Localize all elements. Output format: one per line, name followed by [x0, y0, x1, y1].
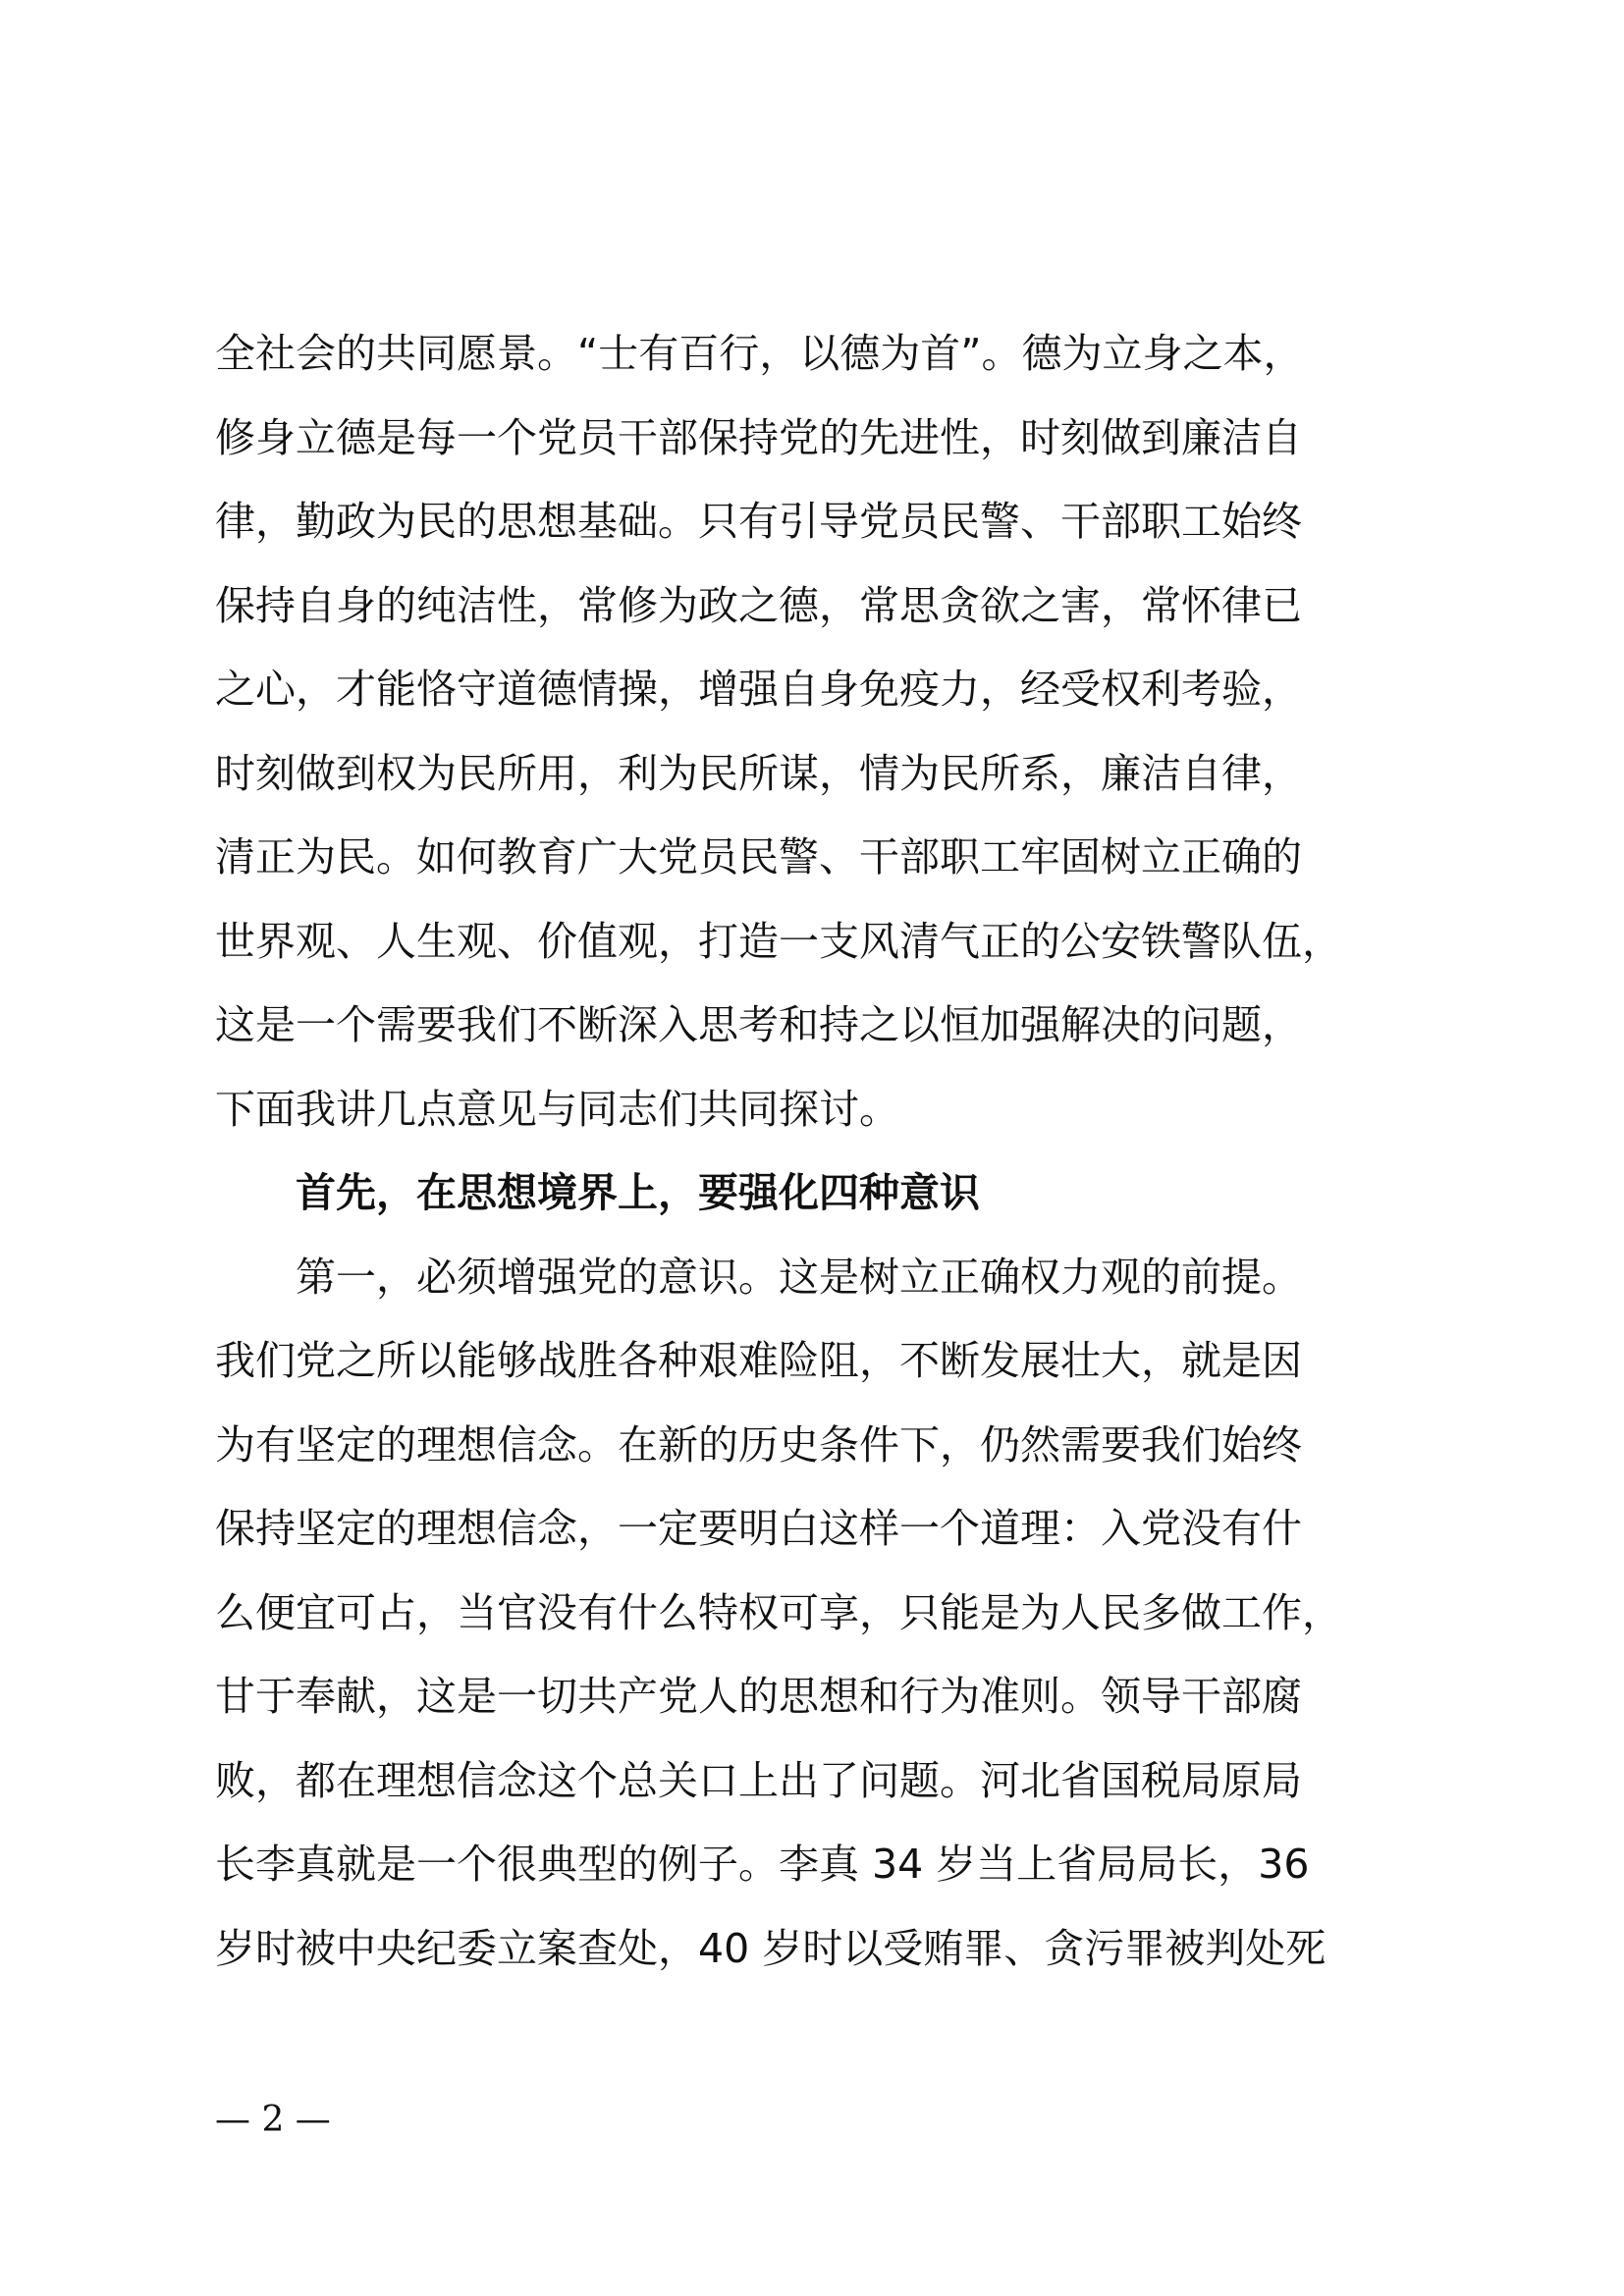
text-line: 败，都在理想信念这个总关口上出了问题。河北省国税局原局: [215, 1756, 1302, 1804]
text-line: 长李真就是一个很典型的例子。李真 34 岁当上省局局长，36: [215, 1841, 1310, 1888]
text-line: 世界观、人生观、价值观，打造一支风清气正的公安铁警队伍，: [215, 917, 1342, 965]
text-line: 修身立德是每一个党员干部保持党的先进性，时刻做到廉洁自: [215, 413, 1302, 461]
text-line: 之心，才能恪守道德情操，增强自身免疫力，经受权利考验，: [215, 666, 1302, 713]
text-line: 为有坚定的理想信念。在新的历史条件下，仍然需要我们始终: [215, 1420, 1302, 1468]
text-line: 我们党之所以能够战胜各种艰难险阻，不断发展壮大，就是因: [215, 1337, 1302, 1384]
text-line: 岁时被中央纪委立案查处，40 岁时以受贿罪、贪污罪被判处死: [215, 1924, 1326, 1972]
text-line: 清正为民。如何教育广大党员民警、干部职工牢固树立正确的: [215, 833, 1302, 881]
page-number: — 2 —: [215, 2100, 331, 2140]
text-line: 全社会的共同愿景。“士有百行，以德为首”。德为立身之本，: [215, 330, 1304, 377]
text-line: 律，勤政为民的思想基础。只有引导党员民警、干部职工始终: [215, 498, 1302, 545]
text-line: 首先，在思想境界上，要强化四种意识: [296, 1169, 980, 1216]
body-text: [215, 312, 1433, 1991]
text-line: 时刻做到权为民所用，利为民所谋，情为民所系，廉洁自律，: [215, 749, 1302, 797]
text-line: 第一，必须增强党的意识。这是树立正确权力观的前提。: [296, 1253, 1302, 1301]
text-line: 甘于奉献，这是一切共产党人的思想和行为准则。领导干部腐: [215, 1673, 1302, 1720]
text-line: 下面我讲几点意见与同志们共同探讨。: [215, 1085, 899, 1133]
text-line: 么便宜可占，当官没有什么特权可享，只能是为人民多做工作，: [215, 1588, 1342, 1636]
text-line: 保持自身的纯洁性，常修为政之德，常思贪欲之害，常怀律已: [215, 581, 1302, 629]
text-line: 保持坚定的理想信念，一定要明白这样一个道理：入党没有什: [215, 1505, 1302, 1552]
text-line: 这是一个需要我们不断深入思考和持之以恒加强解决的问题，: [215, 1001, 1302, 1048]
